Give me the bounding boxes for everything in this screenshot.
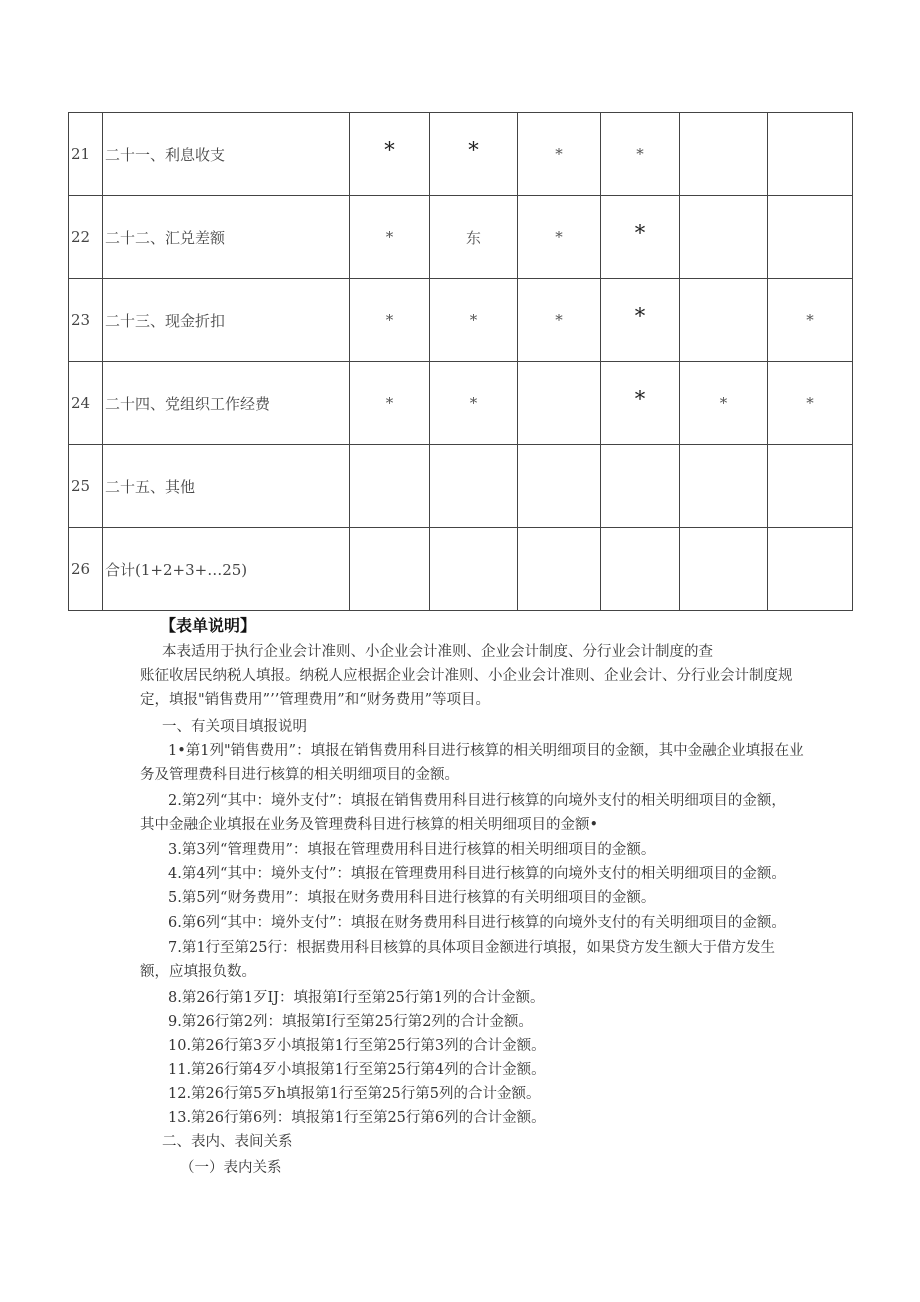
row-cell-c6 xyxy=(768,113,853,196)
table-row xyxy=(69,113,853,196)
row-cell-c1 xyxy=(350,362,430,445)
note-item-10: 10.第26行第3歹小填报第1行至第25行第3列的合计金额。 xyxy=(168,1038,546,1054)
row-cell-c1 xyxy=(350,279,430,362)
cell-mark: * xyxy=(385,228,394,246)
cell-mark: * xyxy=(634,304,646,328)
note-item-7-line2: 额，应填报负数。 xyxy=(140,964,256,980)
cell-mark: * xyxy=(555,228,563,246)
row-number: 23 xyxy=(69,279,103,362)
row-cell-c2 xyxy=(430,113,518,196)
row-cell-c4 xyxy=(601,445,680,528)
row-cell-c6 xyxy=(768,196,853,279)
row-cell-c4 xyxy=(601,528,680,611)
table-row xyxy=(69,196,853,279)
row-item-label: 二十二、汇兑差额 xyxy=(103,196,350,279)
note-item-12: 12.第26行第5歹h填报第1行至第25行第5列的合计金额。 xyxy=(168,1086,541,1102)
row-cell-c5 xyxy=(680,279,768,362)
cell-mark: * xyxy=(385,311,394,329)
cell-mark: * xyxy=(806,394,814,412)
row-cell-c1 xyxy=(350,528,430,611)
row-cell-c1 xyxy=(350,445,430,528)
row-cell-c1 xyxy=(350,113,430,196)
cell-mark: * xyxy=(469,311,478,329)
row-cell-c4 xyxy=(601,279,680,362)
row-cell-c6 xyxy=(768,445,853,528)
row-item-label: 二十三、现金折扣 xyxy=(103,279,350,362)
row-item-label: 二十四、党组织工作经费 xyxy=(103,362,350,445)
note-item-11: 11.第26行第4歹小填报第1行至第25行第4列的合计金额。 xyxy=(168,1062,546,1078)
note-item-1-line2: 务及管理费科目进行核算的相关明细项目的金额。 xyxy=(140,767,459,783)
section-heading-1: 一、有关项目填报说明 xyxy=(162,719,307,735)
note-item-8: 8.第26行第1歹IJ：填报第I行至第25行第1列的合计金额。 xyxy=(168,990,545,1006)
note-item-1-line1: 1•第1列"销售费用”：填报在销售费用科目进行核算的相关明细项目的金额，其中金融企业填报在业 xyxy=(168,743,804,759)
row-item-label: 合计(1+2+3+…25) xyxy=(103,528,350,611)
note-item-2-line2: 其中金融企业填报在业务及管理费科目进行核算的相关明细项目的金额• xyxy=(140,817,599,833)
row-cell-c5 xyxy=(680,528,768,611)
note-item-7-line1: 7.第1行至第25行：根据费用科目核算的具体项目金额进行填报，如果贷方发生额大于借方发生 xyxy=(168,940,776,956)
cell-mark: * xyxy=(636,145,644,163)
cell-mark: * xyxy=(806,311,814,329)
cell-mark: * xyxy=(384,138,395,162)
subsection-heading-1: （一）表内关系 xyxy=(180,1160,282,1176)
cell-mark: * xyxy=(634,387,646,411)
table-row xyxy=(69,362,853,445)
row-cell-c4 xyxy=(601,362,680,445)
note-item-4: 4.第4列“其中：境外支付”：填报在管理费用科目进行核算的向境外支付的相关明细项目的金额。 xyxy=(168,866,786,882)
row-cell-c4 xyxy=(601,113,680,196)
row-cell-c3 xyxy=(518,279,601,362)
cell-mark: 东 xyxy=(465,228,481,247)
row-cell-c2 xyxy=(430,196,518,279)
row-cell-c5 xyxy=(680,362,768,445)
row-number: 26 xyxy=(69,528,103,611)
row-item-label: 二十五、其他 xyxy=(103,445,350,528)
note-item-9: 9.第26行第2列：填报第I行至第25行第2列的合计金额。 xyxy=(168,1014,533,1030)
row-cell-c2 xyxy=(430,528,518,611)
row-cell-c6 xyxy=(768,279,853,362)
cell-mark: * xyxy=(634,221,646,245)
row-cell-c5 xyxy=(680,196,768,279)
row-cell-c2 xyxy=(430,362,518,445)
cell-mark: * xyxy=(469,394,478,412)
row-cell-c4 xyxy=(601,196,680,279)
section-heading-2: 二、表内、表间关系 xyxy=(162,1134,293,1150)
row-item-label: 二十一、利息收支 xyxy=(103,113,350,196)
cell-mark: * xyxy=(555,145,563,163)
row-cell-c5 xyxy=(680,113,768,196)
row-cell-c2 xyxy=(430,445,518,528)
table-row xyxy=(69,445,853,528)
cell-mark: * xyxy=(719,394,728,412)
expense-detail-table xyxy=(68,112,853,611)
row-number: 22 xyxy=(69,196,103,279)
row-cell-c2 xyxy=(430,279,518,362)
note-item-5: 5.第5列“财务费用”：填报在财务费用科目进行核算的有关明细项目的金额。 xyxy=(168,890,656,906)
row-cell-c3 xyxy=(518,113,601,196)
row-cell-c6 xyxy=(768,362,853,445)
table-row xyxy=(69,279,853,362)
notes-title: 【表单说明】 xyxy=(160,616,257,635)
row-cell-c1 xyxy=(350,196,430,279)
row-cell-c5 xyxy=(680,445,768,528)
cell-mark: * xyxy=(555,311,563,329)
row-cell-c3 xyxy=(518,362,601,445)
row-number: 24 xyxy=(69,362,103,445)
row-cell-c3 xyxy=(518,196,601,279)
row-number: 21 xyxy=(69,113,103,196)
note-item-6: 6.第6列“其中：境外支付”：填报在财务费用科目进行核算的向境外支付的有关明细项目的金额。 xyxy=(168,915,786,931)
row-number: 25 xyxy=(69,445,103,528)
row-cell-c3 xyxy=(518,445,601,528)
notes-intro-line3: 定，填报"销售费用”’’管理费用”和“财务费用”等项目。 xyxy=(140,692,491,708)
note-item-2-line1: 2.第2列“其中：境外支付”：填报在销售费用科目进行核算的向境外支付的相关明细项目的金额， xyxy=(168,793,786,809)
notes-intro-line1: 本表适用于执行企业会计准则、小企业会计准则、企业会计制度、分行业会计制度的查 xyxy=(162,644,713,660)
cell-mark: * xyxy=(468,138,479,162)
note-item-3: 3.第3列“管理费用”：填报在管理费用科目进行核算的相关明细项目的金额。 xyxy=(168,842,656,858)
notes-intro-line2: 账征收居民纳税人填报。纳税人应根据企业会计准则、小企业会计准则、企业会计、分行业会计制度规 xyxy=(140,668,793,684)
note-item-13: 13.第26行第6列：填报第1行至第25行第6列的合计金额。 xyxy=(168,1110,546,1126)
row-cell-c3 xyxy=(518,528,601,611)
row-cell-c6 xyxy=(768,528,853,611)
cell-mark: * xyxy=(385,394,394,412)
table-row xyxy=(69,528,853,611)
